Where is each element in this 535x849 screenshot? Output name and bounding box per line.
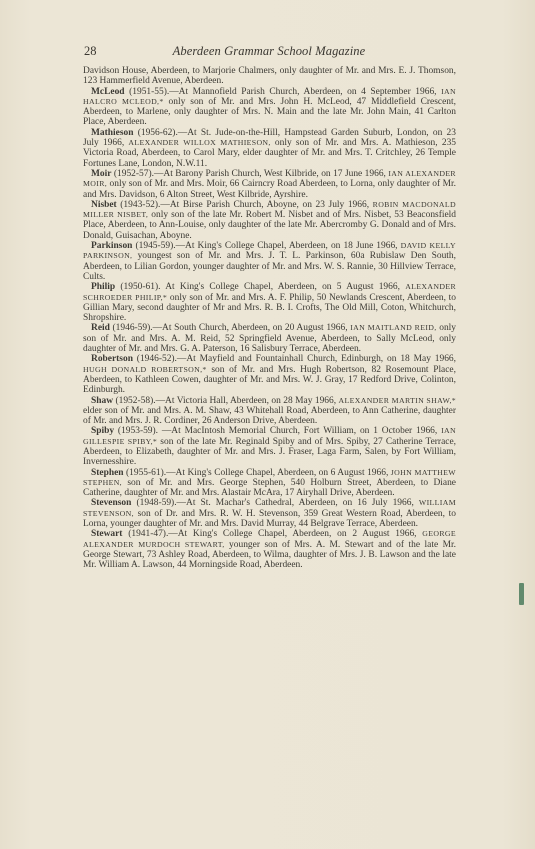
- notice-details: (1946-59).—At South Church, Aberdeen, on 20 August 1966,: [109, 323, 351, 334]
- groom-name: IAN MAITLAND REID,: [350, 323, 437, 333]
- notice-details-end: only son of Mr. and Mrs. John H. McLeod, 47 Middlefield Crescent, Aberdeen, to Marlene, only daughter of Mrs. N. Main and the late Mr. John Main, 41 Carlton Place, Aberdeen.: [83, 96, 456, 128]
- notice-details-end: only son of the late Mr. Robert M. Nisbet and of Mrs. Nisbet, 53 Beaconsfield Place, Aberdeen, to Ann-Louise, only daughter of the late Mr. Abercromby G. Donald and of Mrs. Donald, Guisachan, Aboyne.: [83, 210, 456, 241]
- notice-details: (1955-61).—At King's College Chapel, Aberdeen, on 6 August 1966,: [123, 467, 391, 478]
- notice-details: (1952-58).—At Victoria Hall, Aberdeen, on 28 May 1966,: [113, 395, 339, 406]
- notice-details: (1950-61). At King's College Chapel, Aberdeen, on 5 August 1966,: [115, 282, 406, 293]
- notice-surname: Mathieson: [91, 127, 134, 138]
- groom-name: JOHN MATTHEW STEPHEN,: [83, 467, 456, 487]
- notice-entry: [83, 169, 456, 200]
- groom-name: IAN HALCRO MCLEOD,*: [83, 86, 456, 106]
- page-number: 28: [84, 44, 97, 58]
- notice-surname: Philip: [91, 282, 116, 293]
- notice-details: (1948-59).—At St. Machar's Cathedral, Aberdeen, on 16 July 1966,: [131, 498, 419, 509]
- groom-name: DAVID KELLY PARKINSON,: [83, 241, 456, 261]
- notice-surname: Spiby: [91, 426, 115, 437]
- notice-details-end: son of the late Mr. Reginald Spiby and of Mrs. Spiby, 27 Catherine Terrace, Aberdeen, to Elizabeth, daughter of Mr. and Mrs. J. Fraser, Laga Farm, Salen, by Fort William, Invernesshire.: [83, 436, 456, 468]
- notice-entry: [83, 323, 456, 354]
- notice-text: Davidson House, Aberdeen, to Marjorie Chalmers, only daughter of Mr. and Mrs. E. J. Thomson, 123 Hammerfield Avenue, Aberdeen.: [83, 66, 456, 87]
- notice-surname: Stewart: [91, 529, 123, 540]
- notice-details-end: youngest son of Mr. and Mrs. J. T. L. Parkinson, 60a Rubislaw Den South, Aberdeen, to Lilian Gordon, younger daughter of Mr. and Mrs. W. S. Rannie, 30 Hillview Terrace, Cults.: [83, 251, 456, 282]
- notice-entry: [83, 66, 456, 87]
- notice-surname: McLeod: [91, 86, 125, 97]
- notice-details: (1951-55).—At Mannofield Parish Church, Aberdeen, on 4 September 1966,: [124, 86, 442, 97]
- notice-surname: Shaw: [91, 395, 114, 406]
- page-header: [84, 44, 454, 62]
- notice-surname: Moir: [91, 168, 112, 179]
- notice-details: (1946-52).—At Mayfield and Fountainhall Church, Edinburgh, on 18 May 1966,: [132, 354, 456, 365]
- notice-entry: [83, 282, 456, 323]
- notice-details: (1941-47).—At King's College Chapel, Aberdeen, on 2 August 1966,: [122, 529, 423, 540]
- running-title: Aberdeen Grammar School Magazine: [172, 44, 366, 58]
- notice-surname: Nisbet: [91, 199, 117, 210]
- notice-details: (1953-59). —At MacIntosh Memorial Church, Fort William, on 1 October 1966,: [114, 426, 442, 437]
- notice-entry: [83, 468, 456, 499]
- notice-details-end: only son of Mr. and Mrs. A. Mathieson, 235 Victoria Road, Aberdeen, to Carol Mary, elder daughter of Mr. and Mrs. T. Critchley, 26 Temple Fortunes Lane, London, N.W.11.: [83, 138, 457, 169]
- notice-surname: Parkinson: [91, 241, 133, 252]
- notice-details-end: son of Mr. and Mrs. Hugh Robertson, 82 Rosemount Place, Aberdeen, to Kathleen Cowen, daughter of Mr. and Mrs. W. J. Gray, 17 Redford Drive, Colinton, Edinburgh.: [83, 364, 456, 396]
- notice-details: (1956-62).—At St. Jude-on-the-Hill, Hampstead Garden Suburb, London, on 23 July 1966,: [83, 127, 456, 149]
- notice-details: (1945-59).—At King's College Chapel, Aberdeen, on 18 June 1966,: [132, 241, 401, 252]
- notice-details-end: only son of Mr. and Mrs. A. M. Reid, 52 Springfield Avenue, Aberdeen, to Sally McLeod, only daughter of Mr. and Mrs. G. A. Paterson, 16 Salisbury Terrace, Aberdeen.: [83, 323, 457, 355]
- notice-details-end: son of Dr. and Mrs. R. W. H. Stevenson, 359 Great Western Road, Aberdeen, to Lorna, younger daughter of Mr. and Mrs. David Murray, 44 Belgrave Terrace, Aberdeen.: [83, 508, 456, 530]
- notice-entry: [83, 529, 456, 570]
- groom-name: WILLIAM STEVENSON,: [83, 498, 456, 518]
- notice-entry: [83, 200, 456, 241]
- marriage-notices: [83, 66, 456, 571]
- notice-surname: Robertson: [91, 354, 133, 365]
- notice-entry: [83, 354, 456, 395]
- groom-name: GEORGE ALEXANDER MURDOCH STEWART,: [83, 529, 456, 549]
- notice-entry: [83, 87, 456, 128]
- groom-name: IAN ALEXANDER MOIR,: [83, 168, 456, 189]
- notice-details: (1952-57).—At Barony Parish Church, West Kilbride, on 17 June 1966,: [111, 168, 389, 179]
- groom-name: IAN GILLESPIE SPIBY,*: [83, 426, 456, 446]
- notice-surname: Stevenson: [91, 498, 132, 509]
- notice-entry: [83, 396, 456, 427]
- notice-details-end: son of Mr. and Mrs. George Stephen, 540 Holburn Street, Aberdeen, to Diane Catherine, daughter of Mr. and Mrs. Alastair McAra, 17 Airyhall Drive, Aberdeen.: [83, 477, 456, 499]
- groom-name: HUGH DONALD ROBERTSON,*: [83, 364, 207, 374]
- groom-name: ROBIN MACDONALD MILLER NISBET,: [83, 199, 456, 220]
- notice-details-end: only son of Mr. and Mrs. Moir, 66 Cairncry Road Aberdeen, to Lorna, only daughter of Mr. and Mrs. Davidson, 6 Alton Street, West Kilbride, Ayrshire.: [83, 179, 456, 200]
- notice-entry: [83, 128, 456, 169]
- notice-details: (1943-52).—At Birse Parish Church, Aboyne, on 23 July 1966,: [116, 199, 373, 210]
- groom-name: ALEXANDER WILLOX MATHIESON,: [128, 138, 271, 148]
- page-edge-mark: [519, 583, 524, 605]
- notice-entry: [83, 426, 456, 467]
- notice-details-end: only son of Mr. and Mrs. A. F. Philip, 50 Newlands Crescent, Aberdeen, to Gillian Mary, second daughter of Mr and Mrs. R. B. I. Crofts, The Old Mill, Coton, Whitchurch, Shropshire.: [83, 292, 456, 324]
- notice-entry: [83, 241, 456, 282]
- notice-surname: Stephen: [91, 467, 124, 478]
- notice-surname: Reid: [91, 323, 110, 334]
- groom-name: ALEXANDER MARTIN SHAW,*: [338, 395, 456, 405]
- notice-details-end: elder son of Mr. and Mrs. A. M. Shaw, 43 Whitehall Road, Aberdeen, to Ann Catherine, daughter of Mr. and Mrs. J. R. Cordiner, 26 Anderson Drive, Aberdeen.: [83, 405, 456, 427]
- notice-entry: [83, 498, 456, 529]
- groom-name: ALEXANDER SCHROEDER PHILIP,*: [83, 282, 456, 302]
- notice-details-end: younger son of Mrs. A. M. Stewart and of the late Mr. George Stewart, 73 Ashley Road, Aberdeen, to Wilma, daughter of Mrs. J. B. Lawson and the late Mr. William A. Lawson, 44 Morningside Road, Aberdeen.: [83, 539, 456, 571]
